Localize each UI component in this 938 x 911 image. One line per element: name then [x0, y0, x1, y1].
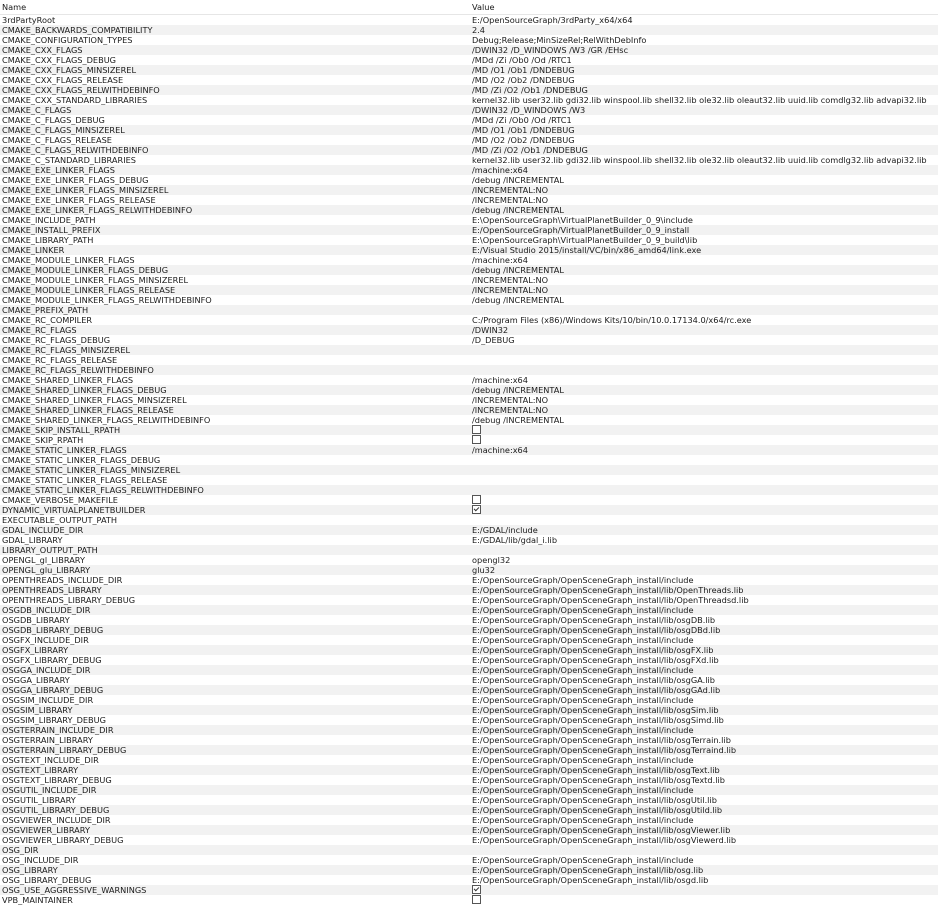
- variable-name: CMAKE_C_FLAGS_RELWITHDEBINFO: [2, 145, 149, 155]
- variable-name: CMAKE_SHARED_LINKER_FLAGS_MINSIZEREL: [2, 395, 187, 405]
- table-row[interactable]: [0, 725, 938, 735]
- variable-value[interactable]: E:/OpenSourceGraph/OpenSceneGraph_install/lib/osgFXd.lib: [472, 655, 719, 665]
- variable-value[interactable]: /D_DEBUG: [472, 335, 515, 345]
- variable-name: OSGTEXT_INCLUDE_DIR: [2, 755, 99, 765]
- variable-value[interactable]: E:/OpenSourceGraph/OpenSceneGraph_install/lib/osgSimd.lib: [472, 715, 724, 725]
- variable-name: OSGFX_INCLUDE_DIR: [2, 635, 89, 645]
- table-body: [0, 15, 938, 905]
- variable-value[interactable]: /debug /INCREMENTAL: [472, 415, 564, 425]
- table-row[interactable]: [0, 765, 938, 775]
- table-row[interactable]: [0, 135, 938, 145]
- variable-name: OSGSIM_INCLUDE_DIR: [2, 695, 94, 705]
- variable-name: OSGFX_LIBRARY_DEBUG: [2, 655, 102, 665]
- variable-value[interactable]: E:/OpenSourceGraph/OpenSceneGraph_install/lib/osgText.lib: [472, 765, 720, 775]
- variable-name: CMAKE_SKIP_INSTALL_RPATH: [2, 425, 121, 435]
- variable-value[interactable]: E:/OpenSourceGraph/OpenSceneGraph_install/include: [472, 815, 694, 825]
- variable-value[interactable]: E:/OpenSourceGraph/OpenSceneGraph_install/include: [472, 695, 694, 705]
- variable-name: CMAKE_SKIP_RPATH: [2, 435, 84, 445]
- variable-name: CMAKE_C_STANDARD_LIBRARIES: [2, 155, 136, 165]
- table-row[interactable]: [0, 405, 938, 415]
- table-row[interactable]: [0, 835, 938, 845]
- variable-value[interactable]: [472, 895, 938, 905]
- variable-name: CMAKE_PREFIX_PATH: [2, 305, 89, 315]
- column-header-name[interactable]: Name: [2, 2, 27, 12]
- variable-name: OSGSIM_LIBRARY: [2, 705, 73, 715]
- variable-name: CMAKE_CXX_FLAGS_MINSIZEREL: [2, 65, 137, 75]
- table-row[interactable]: [0, 885, 938, 895]
- table-row[interactable]: [0, 615, 938, 625]
- variable-value[interactable]: /INCREMENTAL:NO: [472, 185, 549, 195]
- variable-value[interactable]: E:\OpenSourceGraph\VirtualPlanetBuilder_0_9\include: [472, 215, 693, 225]
- variable-value[interactable]: /MD /Zi /O2 /Ob1 /DNDEBUG: [472, 145, 588, 155]
- variable-value[interactable]: /machine:x64: [472, 375, 528, 385]
- variable-value[interactable]: [472, 515, 938, 525]
- variable-value[interactable]: C:/Program Files (x86)/Windows Kits/10/bin/10.0.17134.0/x64/rc.exe: [472, 315, 752, 325]
- table-row[interactable]: [0, 205, 938, 215]
- table-row[interactable]: [0, 395, 938, 405]
- table-row[interactable]: [0, 455, 938, 465]
- table-header: [0, 0, 938, 15]
- variable-name: OSGTEXT_LIBRARY: [2, 765, 79, 775]
- variable-name: CMAKE_CXX_FLAGS_DEBUG: [2, 55, 117, 65]
- variable-value[interactable]: [472, 425, 938, 435]
- table-row[interactable]: [0, 185, 938, 195]
- variable-name: CMAKE_MODULE_LINKER_FLAGS_DEBUG: [2, 265, 169, 275]
- variable-value[interactable]: E:/OpenSourceGraph/OpenSceneGraph_install/lib/OpenThreads.lib: [472, 585, 744, 595]
- variable-value[interactable]: kernel32.lib user32.lib gdi32.lib winspool.lib shell32.lib ole32.lib oleaut32.lib uuid.lib comdlg32.lib advapi32.lib: [472, 95, 927, 105]
- table-row[interactable]: [0, 695, 938, 705]
- variable-name: DYNAMIC_VIRTUALPLANETBUILDER: [2, 505, 146, 515]
- variable-value[interactable]: [472, 435, 938, 445]
- variable-name: CMAKE_RC_COMPILER: [2, 315, 93, 325]
- table-row[interactable]: [0, 505, 938, 515]
- variable-value[interactable]: /machine:x64: [472, 255, 528, 265]
- variable-value[interactable]: [472, 485, 938, 495]
- variable-value[interactable]: /debug /INCREMENTAL: [472, 205, 564, 215]
- variable-value[interactable]: /MD /Zi /O2 /Ob1 /DNDEBUG: [472, 85, 588, 95]
- variable-value[interactable]: E:/OpenSourceGraph/OpenSceneGraph_install/lib/osgTerraind.lib: [472, 745, 737, 755]
- variable-name: CMAKE_MODULE_LINKER_FLAGS_RELEASE: [2, 285, 176, 295]
- table-row[interactable]: [0, 325, 938, 335]
- table-row[interactable]: [0, 215, 938, 225]
- table-row[interactable]: [0, 285, 938, 295]
- variable-value[interactable]: [472, 345, 938, 355]
- variable-name: CMAKE_MODULE_LINKER_FLAGS_MINSIZEREL: [2, 275, 189, 285]
- variable-value[interactable]: E:/OpenSourceGraph/OpenSceneGraph_install/lib/osgViewerd.lib: [472, 835, 737, 845]
- table-row[interactable]: [0, 305, 938, 315]
- variable-name: VPB_MAINTAINER: [2, 895, 73, 905]
- variable-value[interactable]: opengl32: [472, 555, 511, 565]
- table-row[interactable]: [0, 315, 938, 325]
- table-row[interactable]: [0, 795, 938, 805]
- variable-value[interactable]: [472, 365, 938, 375]
- table-row[interactable]: [0, 755, 938, 765]
- variable-name: CMAKE_VERBOSE_MAKEFILE: [2, 495, 118, 505]
- table-row[interactable]: [0, 855, 938, 865]
- table-row[interactable]: [0, 145, 938, 155]
- variable-value[interactable]: E:/OpenSourceGraph/OpenSceneGraph_install/lib/osgSim.lib: [472, 705, 719, 715]
- variable-name: OPENTHREADS_INCLUDE_DIR: [2, 575, 123, 585]
- variable-value[interactable]: /INCREMENTAL:NO: [472, 405, 549, 415]
- checkbox-checked[interactable]: [472, 885, 481, 894]
- table-row[interactable]: [0, 465, 938, 475]
- variable-value[interactable]: E:/OpenSourceGraph/OpenSceneGraph_install/lib/osgd.lib: [472, 875, 709, 885]
- variable-value[interactable]: E:/OpenSourceGraph/OpenSceneGraph_install/include: [472, 605, 694, 615]
- variable-value[interactable]: /INCREMENTAL:NO: [472, 275, 549, 285]
- table-row[interactable]: [0, 25, 938, 35]
- variable-name: CMAKE_CXX_FLAGS: [2, 45, 83, 55]
- table-row[interactable]: [0, 105, 938, 115]
- table-row[interactable]: [0, 875, 938, 885]
- table-row[interactable]: [0, 715, 938, 725]
- variable-value[interactable]: E:/OpenSourceGraph/OpenSceneGraph_install/lib/osgTextd.lib: [472, 775, 725, 785]
- variable-value[interactable]: /MD /O2 /Ob2 /DNDEBUG: [472, 135, 575, 145]
- table-row[interactable]: [0, 475, 938, 485]
- variable-name: OSGTERRAIN_LIBRARY_DEBUG: [2, 745, 127, 755]
- variable-value[interactable]: /INCREMENTAL:NO: [472, 195, 549, 205]
- variable-value[interactable]: kernel32.lib user32.lib gdi32.lib winspool.lib shell32.lib ole32.lib oleaut32.lib uuid.lib comdlg32.lib advapi32.lib: [472, 155, 927, 165]
- variable-value[interactable]: /debug /INCREMENTAL: [472, 175, 564, 185]
- variable-value[interactable]: [472, 885, 938, 895]
- variable-name: OSGTEXT_LIBRARY_DEBUG: [2, 775, 112, 785]
- table-row[interactable]: [0, 815, 938, 825]
- variable-value[interactable]: E:/OpenSourceGraph/OpenSceneGraph_install/include: [472, 755, 694, 765]
- variable-value[interactable]: /MD /O1 /Ob1 /DNDEBUG: [472, 65, 575, 75]
- table-row[interactable]: [0, 255, 938, 265]
- variable-name: CMAKE_STATIC_LINKER_FLAGS_DEBUG: [2, 455, 161, 465]
- variable-name: CMAKE_CONFIGURATION_TYPES: [2, 35, 133, 45]
- variable-name: LIBRARY_OUTPUT_PATH: [2, 545, 98, 555]
- variable-value[interactable]: E:/OpenSourceGraph/OpenSceneGraph_install/include: [472, 665, 694, 675]
- variable-value[interactable]: E:/OpenSourceGraph/OpenSceneGraph_install/lib/osgDB.lib: [472, 615, 716, 625]
- table-row[interactable]: [0, 525, 938, 535]
- table-row[interactable]: [0, 35, 938, 45]
- table-row[interactable]: [0, 335, 938, 345]
- variable-value[interactable]: /DWIN32 /D_WINDOWS /W3: [472, 105, 586, 115]
- table-row[interactable]: [0, 345, 938, 355]
- variable-name: CMAKE_EXE_LINKER_FLAGS: [2, 165, 115, 175]
- table-row[interactable]: [0, 115, 938, 125]
- table-row[interactable]: [0, 245, 938, 255]
- variable-name: CMAKE_STATIC_LINKER_FLAGS_RELWITHDEBINFO: [2, 485, 204, 495]
- variable-name: OSGSIM_LIBRARY_DEBUG: [2, 715, 106, 725]
- variable-value[interactable]: /MD /O1 /Ob1 /DNDEBUG: [472, 125, 575, 135]
- variable-name: OSGTERRAIN_INCLUDE_DIR: [2, 725, 114, 735]
- variable-name: OSGUTIL_INCLUDE_DIR: [2, 785, 97, 795]
- table-row[interactable]: [0, 805, 938, 815]
- variable-value[interactable]: E:\OpenSourceGraph\VirtualPlanetBuilder_0_9_build\lib: [472, 235, 698, 245]
- variable-value[interactable]: 2.4: [472, 25, 486, 35]
- table-row[interactable]: [0, 125, 938, 135]
- variable-value[interactable]: E:/Visual Studio 2015/install/VC/bin/x86_amd64/link.exe: [472, 245, 702, 255]
- variable-value[interactable]: E:/OpenSourceGraph/OpenSceneGraph_install/include: [472, 635, 694, 645]
- variable-name: EXECUTABLE_OUTPUT_PATH: [2, 515, 118, 525]
- variable-name: CMAKE_INSTALL_PREFIX: [2, 225, 101, 235]
- table-row[interactable]: [0, 605, 938, 615]
- checkbox-unchecked[interactable]: [472, 495, 481, 504]
- variable-name: CMAKE_RC_FLAGS: [2, 325, 77, 335]
- variable-value[interactable]: E:/OpenSourceGraph/OpenSceneGraph_install/lib/osg.lib: [472, 865, 704, 875]
- table-row[interactable]: [0, 485, 938, 495]
- variable-name: OSGDB_INCLUDE_DIR: [2, 605, 91, 615]
- variable-value[interactable]: [472, 475, 938, 485]
- variable-name: CMAKE_RC_FLAGS_MINSIZEREL: [2, 345, 131, 355]
- variable-name: CMAKE_SHARED_LINKER_FLAGS_DEBUG: [2, 385, 167, 395]
- table-row[interactable]: [0, 365, 938, 375]
- table-row[interactable]: [0, 645, 938, 655]
- variable-value[interactable]: /MD /O2 /Ob2 /DNDEBUG: [472, 75, 575, 85]
- variable-value[interactable]: E:/OpenSourceGraph/OpenSceneGraph_install/include: [472, 575, 694, 585]
- variable-value[interactable]: E:/OpenSourceGraph/OpenSceneGraph_install/lib/osgViewer.lib: [472, 825, 731, 835]
- variable-name: CMAKE_BACKWARDS_COMPATIBILITY: [2, 25, 153, 35]
- table-row[interactable]: [0, 535, 938, 545]
- variable-value[interactable]: /INCREMENTAL:NO: [472, 395, 549, 405]
- variable-value[interactable]: /MDd /Zi /Ob0 /Od /RTC1: [472, 115, 572, 125]
- variable-value[interactable]: E:/OpenSourceGraph/OpenSceneGraph_install/lib/osgTerrain.lib: [472, 735, 731, 745]
- table-row[interactable]: [0, 745, 938, 755]
- table-row[interactable]: [0, 515, 938, 525]
- variable-name: CMAKE_LINKER: [2, 245, 65, 255]
- table-row[interactable]: [0, 785, 938, 795]
- table-row[interactable]: [0, 735, 938, 745]
- variable-name: GDAL_LIBRARY: [2, 535, 63, 545]
- variable-value[interactable]: /debug /INCREMENTAL: [472, 265, 564, 275]
- variable-name: CMAKE_RC_FLAGS_RELWITHDEBINFO: [2, 365, 154, 375]
- checkbox-unchecked[interactable]: [472, 425, 481, 434]
- table-row[interactable]: [0, 425, 938, 435]
- variable-name: CMAKE_SHARED_LINKER_FLAGS: [2, 375, 134, 385]
- variable-value[interactable]: Debug;Release;MinSizeRel;RelWithDebInfo: [472, 35, 647, 45]
- table-row[interactable]: [0, 575, 938, 585]
- checkbox-unchecked[interactable]: [472, 435, 481, 444]
- variable-name: OSG_LIBRARY: [2, 865, 58, 875]
- table-row[interactable]: [0, 65, 938, 75]
- variable-name: CMAKE_EXE_LINKER_FLAGS_RELWITHDEBINFO: [2, 205, 193, 215]
- table-row[interactable]: [0, 585, 938, 595]
- variable-name: OSGVIEWER_INCLUDE_DIR: [2, 815, 111, 825]
- variable-name: OSGUTIL_LIBRARY: [2, 795, 76, 805]
- table-row[interactable]: [0, 685, 938, 695]
- table-row[interactable]: [0, 775, 938, 785]
- table-row[interactable]: [0, 265, 938, 275]
- variable-name: CMAKE_CXX_FLAGS_RELWITHDEBINFO: [2, 85, 160, 95]
- variable-name: OPENTHREADS_LIBRARY_DEBUG: [2, 595, 136, 605]
- table-row[interactable]: [0, 175, 938, 185]
- variable-name: CMAKE_RC_FLAGS_DEBUG: [2, 335, 111, 345]
- variable-name: CMAKE_EXE_LINKER_FLAGS_RELEASE: [2, 195, 156, 205]
- table-row[interactable]: [0, 15, 938, 25]
- table-row[interactable]: [0, 625, 938, 635]
- variable-name: OSGUTIL_LIBRARY_DEBUG: [2, 805, 110, 815]
- variable-name: OSGTERRAIN_LIBRARY: [2, 735, 93, 745]
- table-row[interactable]: [0, 195, 938, 205]
- table-row[interactable]: [0, 435, 938, 445]
- variable-value[interactable]: E:/GDAL/include: [472, 525, 538, 535]
- table-row[interactable]: [0, 225, 938, 235]
- variable-name: CMAKE_SHARED_LINKER_FLAGS_RELWITHDEBINFO: [2, 415, 211, 425]
- table-row[interactable]: [0, 705, 938, 715]
- variable-value[interactable]: [472, 465, 938, 475]
- table-row[interactable]: [0, 355, 938, 365]
- variable-name: OSG_INCLUDE_DIR: [2, 855, 79, 865]
- variable-value[interactable]: E:/OpenSourceGraph/OpenSceneGraph_install/include: [472, 725, 694, 735]
- variable-name: CMAKE_STATIC_LINKER_FLAGS_MINSIZEREL: [2, 465, 181, 475]
- variable-name: CMAKE_EXE_LINKER_FLAGS_DEBUG: [2, 175, 149, 185]
- variable-value[interactable]: /DWIN32 /D_WINDOWS /W3 /GR /EHsc: [472, 45, 629, 55]
- variable-value[interactable]: [472, 305, 938, 315]
- column-header-value[interactable]: Value: [472, 2, 495, 12]
- variable-name: CMAKE_C_FLAGS_DEBUG: [2, 115, 105, 125]
- variable-name: OPENTHREADS_LIBRARY: [2, 585, 102, 595]
- variable-value[interactable]: E:/OpenSourceGraph/OpenSceneGraph_install/lib/osgGA.lib: [472, 675, 715, 685]
- variable-value[interactable]: /INCREMENTAL:NO: [472, 285, 549, 295]
- table-row[interactable]: [0, 275, 938, 285]
- variable-name: OSGVIEWER_LIBRARY_DEBUG: [2, 835, 124, 845]
- checkbox-unchecked[interactable]: [472, 895, 481, 904]
- variable-value[interactable]: [472, 455, 938, 465]
- variable-value[interactable]: E:/OpenSourceGraph/OpenSceneGraph_install/lib/osgFX.lib: [472, 645, 714, 655]
- variable-name: OSG_USE_AGGRESSIVE_WARNINGS: [2, 885, 147, 895]
- table-row[interactable]: [0, 825, 938, 835]
- table-row[interactable]: [0, 595, 938, 605]
- table-row[interactable]: [0, 655, 938, 665]
- table-row[interactable]: [0, 635, 938, 645]
- variable-value[interactable]: E:/OpenSourceGraph/VirtualPlanetBuilder_0_9_install: [472, 225, 690, 235]
- table-row[interactable]: [0, 45, 938, 55]
- table-row[interactable]: [0, 565, 938, 575]
- table-row[interactable]: [0, 675, 938, 685]
- table-row[interactable]: [0, 545, 938, 555]
- variable-name: CMAKE_MODULE_LINKER_FLAGS: [2, 255, 135, 265]
- variable-value[interactable]: /machine:x64: [472, 165, 528, 175]
- variable-name: OPENGL_glu_LIBRARY: [2, 565, 91, 575]
- variable-name: CMAKE_SHARED_LINKER_FLAGS_RELEASE: [2, 405, 174, 415]
- variable-name: CMAKE_C_FLAGS_MINSIZEREL: [2, 125, 125, 135]
- variable-value[interactable]: [472, 505, 938, 515]
- variable-name: OSGDB_LIBRARY_DEBUG: [2, 625, 104, 635]
- table-row[interactable]: [0, 375, 938, 385]
- table-row[interactable]: [0, 845, 938, 855]
- variable-name: OPENGL_gl_LIBRARY: [2, 555, 85, 565]
- variable-name: CMAKE_MODULE_LINKER_FLAGS_RELWITHDEBINFO: [2, 295, 212, 305]
- variable-value[interactable]: glu32: [472, 565, 496, 575]
- variable-value[interactable]: /DWIN32: [472, 325, 509, 335]
- table-row[interactable]: [0, 385, 938, 395]
- variable-name: OSGGA_INCLUDE_DIR: [2, 665, 91, 675]
- variable-value[interactable]: /debug /INCREMENTAL: [472, 295, 564, 305]
- variable-name: OSGFX_LIBRARY: [2, 645, 69, 655]
- variable-name: OSGGA_LIBRARY: [2, 675, 70, 685]
- variable-value[interactable]: E:/OpenSourceGraph/OpenSceneGraph_install/include: [472, 855, 694, 865]
- variable-value[interactable]: E:/OpenSourceGraph/OpenSceneGraph_install/lib/osgDBd.lib: [472, 625, 721, 635]
- table-row[interactable]: [0, 235, 938, 245]
- variable-name: 3rdPartyRoot: [2, 15, 56, 25]
- variable-value[interactable]: [472, 545, 938, 555]
- variable-name: CMAKE_CXX_FLAGS_RELEASE: [2, 75, 124, 85]
- table-row[interactable]: [0, 865, 938, 875]
- variable-value[interactable]: [472, 355, 938, 365]
- variable-value[interactable]: E:/OpenSourceGraph/OpenSceneGraph_install/lib/OpenThreadsd.lib: [472, 595, 749, 605]
- variable-name: GDAL_INCLUDE_DIR: [2, 525, 84, 535]
- variable-name: OSGDB_LIBRARY: [2, 615, 70, 625]
- table-row[interactable]: [0, 415, 938, 425]
- table-row[interactable]: [0, 155, 938, 165]
- table-row[interactable]: [0, 555, 938, 565]
- variable-value[interactable]: /debug /INCREMENTAL: [472, 385, 564, 395]
- variable-name: CMAKE_LIBRARY_PATH: [2, 235, 94, 245]
- variable-name: CMAKE_EXE_LINKER_FLAGS_MINSIZEREL: [2, 185, 169, 195]
- variable-name: CMAKE_RC_FLAGS_RELEASE: [2, 355, 118, 365]
- variable-name: CMAKE_C_FLAGS: [2, 105, 72, 115]
- variable-name: CMAKE_STATIC_LINKER_FLAGS: [2, 445, 127, 455]
- table-row[interactable]: [0, 445, 938, 455]
- variable-name: OSGGA_LIBRARY_DEBUG: [2, 685, 104, 695]
- table-row[interactable]: [0, 295, 938, 305]
- variable-name: OSGVIEWER_LIBRARY: [2, 825, 90, 835]
- table-row[interactable]: [0, 665, 938, 675]
- variable-value[interactable]: E:/GDAL/lib/gdal_i.lib: [472, 535, 558, 545]
- table-row[interactable]: [0, 75, 938, 85]
- table-row[interactable]: [0, 165, 938, 175]
- checkbox-checked[interactable]: [472, 505, 481, 514]
- variable-name: CMAKE_C_FLAGS_RELEASE: [2, 135, 112, 145]
- variable-value[interactable]: E:/OpenSourceGraph/OpenSceneGraph_install/lib/osgUtil.lib: [472, 795, 717, 805]
- table-row[interactable]: [0, 85, 938, 95]
- variable-value[interactable]: /machine:x64: [472, 445, 528, 455]
- variable-value[interactable]: [472, 495, 938, 505]
- variable-name: OSG_DIR: [2, 845, 39, 855]
- variable-name: CMAKE_STATIC_LINKER_FLAGS_RELEASE: [2, 475, 168, 485]
- variable-value[interactable]: E:/OpenSourceGraph/OpenSceneGraph_install/include: [472, 785, 694, 795]
- table-row[interactable]: [0, 895, 938, 905]
- variable-name: CMAKE_CXX_STANDARD_LIBRARIES: [2, 95, 148, 105]
- variable-name: CMAKE_INCLUDE_PATH: [2, 215, 96, 225]
- variable-value[interactable]: E:/OpenSourceGraph/3rdParty_x64/x64: [472, 15, 633, 25]
- variable-value[interactable]: /MDd /Zi /Ob0 /Od /RTC1: [472, 55, 572, 65]
- variable-value[interactable]: E:/OpenSourceGraph/OpenSceneGraph_install/lib/osgGAd.lib: [472, 685, 721, 695]
- table-row[interactable]: [0, 55, 938, 65]
- table-row[interactable]: [0, 495, 938, 505]
- variable-value[interactable]: E:/OpenSourceGraph/OpenSceneGraph_install/lib/osgUtild.lib: [472, 805, 723, 815]
- variable-value[interactable]: [472, 845, 938, 855]
- table-row[interactable]: [0, 95, 938, 105]
- variable-name: OSG_LIBRARY_DEBUG: [2, 875, 92, 885]
